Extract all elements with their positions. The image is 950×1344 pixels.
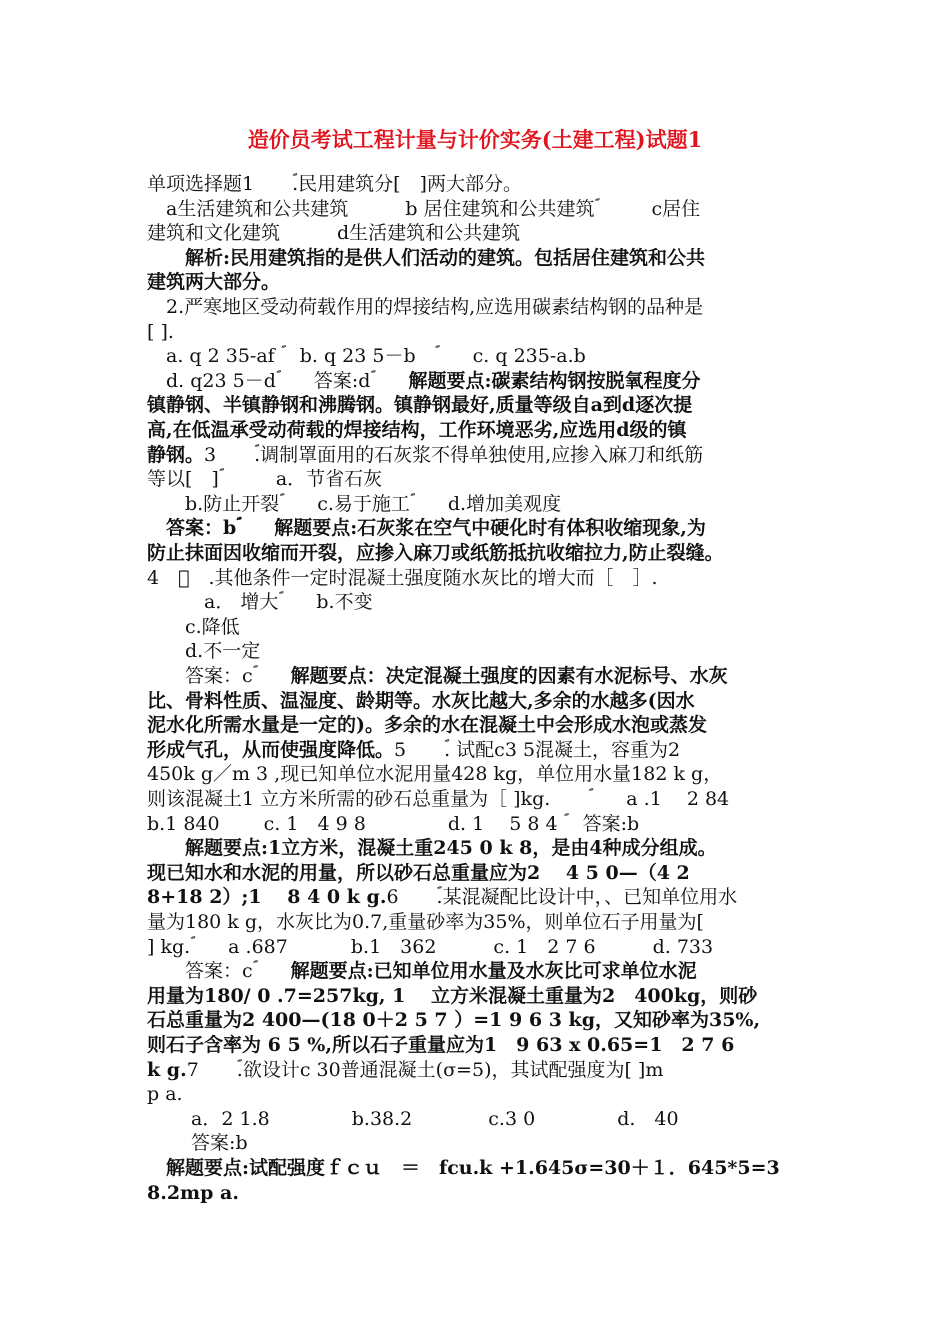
text-line-normal-part: 6 ؐ.某混凝配比设计中，、已知单位用水: [386, 886, 738, 909]
text-line: [147, 738, 680, 762]
text-line: [147, 1058, 663, 1082]
text-line: [147, 713, 707, 737]
text-line: [147, 664, 728, 688]
text-line-normal-part: 5 ؐ. 试配c3 5混凝土，容重为2: [394, 738, 681, 761]
text-line-content: 镇静钢、半镇静钢和沸腾钢。镇静钢最好,质量等级自a到d逐次提: [147, 394, 693, 417]
text-line: [147, 541, 724, 565]
text-line-content: d. q23 5－dؐ 答案:dؐ: [147, 369, 409, 392]
text-line: [147, 443, 703, 467]
text-line: [147, 1107, 679, 1131]
text-line: [147, 246, 705, 270]
text-line: [147, 1156, 780, 1180]
text-line: [147, 270, 280, 294]
text-line-content: 形成气孔，从而使强度降低。: [147, 738, 395, 761]
text-line: [147, 689, 695, 713]
text-line: [147, 836, 717, 860]
text-line-content: a. q 2 35-af ؐ b. q 23 5－b ؐ c. q 235-a.b: [147, 345, 586, 368]
text-line-content: 解题要点:试配强度ｆｃｕ ＝ fcu.k +1.645σ=30＋１．645*5=3: [147, 1157, 780, 1179]
text-line-content: 2.严寒地区受动荷载作用的焊接结构,应选用碳素结构钢的品种是: [147, 296, 704, 318]
text-line-bold-part: 解题要点：决定混凝土强度的因素有水泥标号、水灰: [290, 665, 728, 687]
text-line-content: 量为180 k g，水灰比为0.7,重量砂率为35%，则单位石子用量为[: [147, 911, 704, 933]
text-line: [147, 935, 713, 959]
text-line: [147, 566, 658, 590]
text-line: [147, 1181, 239, 1205]
text-line: [147, 344, 586, 368]
text-line-content: 4 ؐ.其他条件一定时混凝土强度随水灰比的增大而［ ］.: [147, 566, 658, 589]
text-line: [147, 787, 729, 811]
text-line: [147, 762, 722, 786]
text-line: [147, 861, 690, 885]
text-line: [147, 1082, 183, 1106]
text-line-content: 用量为180/ 0 .7=257kg, 1 立方米混凝土重量为2 400kg，则砂: [147, 984, 758, 1007]
text-line-content: 建筑两大部分。: [147, 271, 281, 294]
text-line: [147, 369, 700, 393]
text-line: [147, 492, 561, 516]
text-line-content: 单项选择题1 ؐ.民用建筑分[ ]两大部分。: [147, 173, 522, 195]
text-line-normal-part: 3 ؐ.调制罩面用的石灰浆不得单独使用,应掺入麻刀和纸筋: [204, 443, 704, 466]
text-line-content: 则石子含率为 6 5 %,所以石子重量应为1 9 63 x 0.65=1 2 7 6: [147, 1034, 735, 1056]
text-line-content: 比、骨料性质、温湿度、龄期等。水灰比越大,多余的水越多(因水: [147, 689, 695, 712]
text-line-content: 泥水化所需水量是一定的)。多余的水在混凝土中会形成水泡或蒸发: [147, 714, 707, 737]
text-line-content: 防止抹面因收缩而开裂，应掺入麻刀或纸筋抵抗收缩拉力,防止裂缝。: [147, 542, 724, 564]
text-line-content: 建筑和文化建筑 d生活建筑和公共建筑: [147, 222, 521, 245]
text-line-content: 答案：bؐ 解题要点:石灰浆在空气中硬化时有体积收缩现象,为: [147, 517, 706, 540]
text-line-content: k g.: [147, 1058, 187, 1081]
text-line-content: d.不一定: [147, 640, 261, 663]
text-line: [147, 910, 704, 934]
text-line: [147, 1131, 248, 1155]
text-line-content: a．2 1.8 b.38.2 c.3 0 d. 40: [147, 1107, 679, 1130]
text-line-content: 答案：cؐ: [147, 960, 291, 983]
text-line-content: b.1 840 c. 1 4 9 8 d. 1 5 8 4 ؐ 答案:b: [147, 812, 640, 835]
text-line: [147, 172, 522, 196]
text-line: [147, 812, 639, 836]
text-line: [147, 418, 687, 442]
text-line-bold-part: 解题要点:已知单位用水量及水灰比可求单位水泥: [290, 960, 697, 983]
text-line-content: 450k g／m 3 ,现已知单位水泥用量428 kg，单位用水量182 k g，: [147, 763, 723, 786]
text-line-bold-part: 解题要点:碳素结构钢按脱氧程度分: [408, 369, 701, 392]
text-line-content: 现已知水和水泥的用量，所以砂石总重量应为2 4 5 0—（4 2: [147, 861, 690, 884]
text-line: [147, 1008, 760, 1032]
text-line: [147, 221, 520, 245]
text-line: [147, 197, 700, 221]
text-line-content: p a.: [147, 1083, 183, 1106]
text-line-content: 等以[ ]ؐ a．节省石灰: [147, 468, 383, 491]
text-line-content: 石总重量为2 400—(18 0＋2 5 7 ）=1 9 6 3 kg，又知砂率为35%,: [147, 1009, 761, 1032]
text-line-content: 解题要点:1立方米，混凝土重245 0 k 8，是由4种成分组成。: [147, 837, 717, 860]
text-line: [147, 590, 373, 614]
text-line: [147, 615, 240, 639]
text-line-content: [ ].: [147, 320, 174, 343]
text-line-normal-part: 7 ؐ.欲设计c 30普通混凝土(σ=5)，其试配强度为[ ]m: [186, 1058, 664, 1081]
text-line-content: 解析:民用建筑指的是供人们活动的建筑。包括居住建筑和公共: [147, 246, 706, 269]
text-line-content: a． 增大ؐ b.不变: [147, 591, 373, 614]
text-line-content: b.防止开裂ؐ c.易于施工ؐ d.增加美观度: [147, 492, 562, 515]
text-line: [147, 516, 706, 540]
text-line-content: 答案：cؐ: [147, 665, 291, 687]
text-line: [147, 467, 382, 491]
text-line-content: c.降低: [147, 615, 240, 638]
text-line-content: 则该混凝土1 立方米所需的砂石总重量为［ ]kg. ؐ a .1 2 84: [147, 788, 730, 810]
text-line-content: 8.2mp a.: [147, 1181, 239, 1204]
text-line: [147, 320, 174, 344]
text-line: [147, 393, 692, 417]
text-line-content: ] kg.ؐ a .687 b.1 362 c. 1 2 7 6 d. 733: [147, 935, 714, 958]
text-line-content: 高,在低温承受动荷载的焊接结构，工作环境恶劣,应选用d级的镇: [147, 419, 687, 441]
document-title: 造价员考试工程计量与计价实务(土建工程)试题1: [247, 127, 703, 152]
text-line-content: 8+18 2）;1 8 4 0 k g.: [147, 886, 387, 909]
text-line-content: 静钢。: [147, 443, 205, 466]
text-line: [147, 959, 697, 983]
text-line: [147, 885, 737, 909]
text-line: [147, 984, 757, 1008]
text-line: [147, 639, 260, 663]
text-line: [147, 1033, 734, 1057]
text-line-content: 答案:b: [147, 1132, 248, 1155]
text-line: [147, 295, 703, 319]
text-line-content: a生活建筑和公共建筑 b 居住建筑和公共建筑ؐ c居住: [147, 197, 701, 220]
